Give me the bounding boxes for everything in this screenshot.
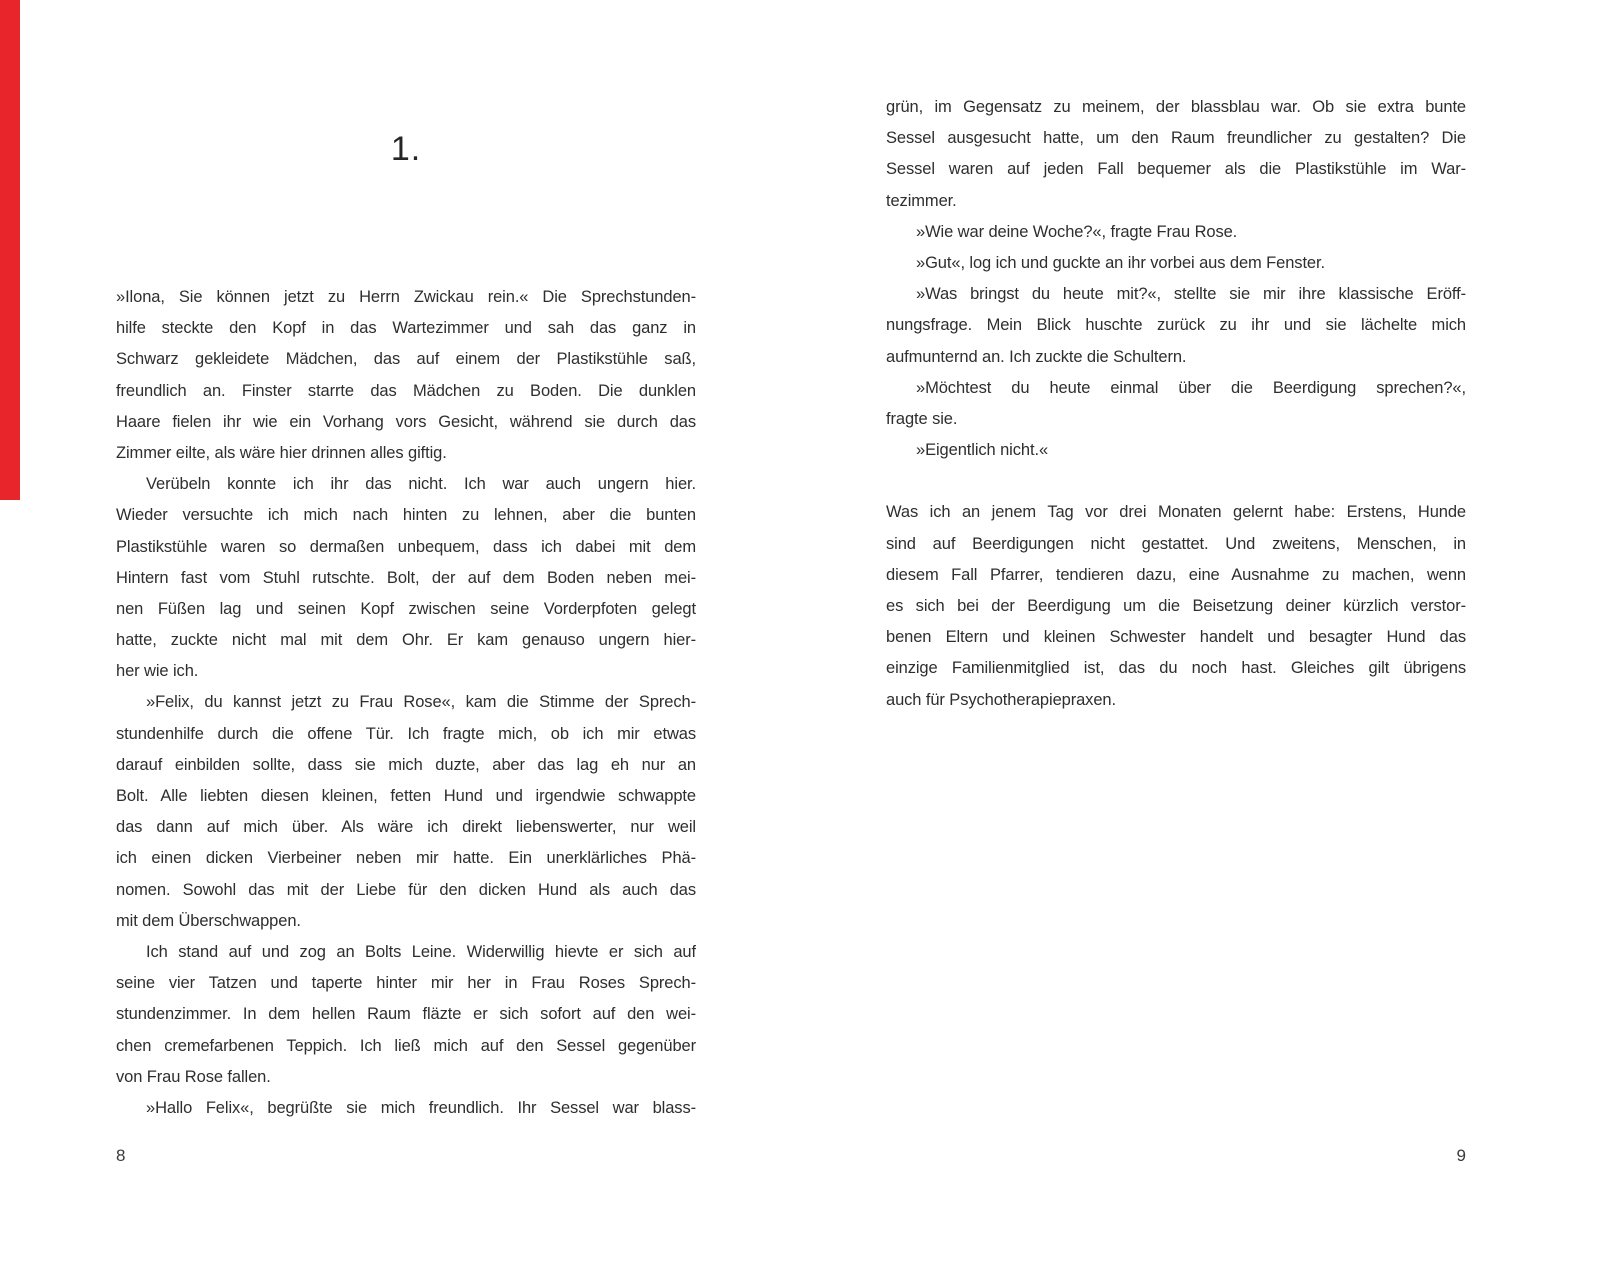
text-line: freundlich an. Finster starrte das Mädchen zu Boden. Die dunklen <box>116 381 696 400</box>
text-line: von Frau Rose fallen. <box>116 1067 271 1086</box>
left-page-text-column <box>116 282 696 1124</box>
text-line: nomen. Sowohl das mit der Liebe für den dicken Hund als auch das <box>116 880 696 899</box>
text-line: darauf einbilden sollte, dass sie mich duzte, aber das lag eh nur an <box>116 755 696 774</box>
text-line: nungsfrage. Mein Blick huschte zurück zu ihr und sie lächelte mich <box>886 316 1466 335</box>
text-line: Bolt. Alle liebten diesen kleinen, fetten Hund und irgendwie schwappte <box>116 787 696 805</box>
text-line: benen Eltern und kleinen Schwester handelt und besagter Hund das <box>886 628 1466 647</box>
page-number-right: 9 <box>1456 1146 1466 1165</box>
text-line: Zimmer eilte, als wäre hier drinnen alles giftig. <box>116 443 447 462</box>
text-line: Haare fielen ihr wie ein Vorhang vors Gesicht, während sie durch das <box>116 412 696 431</box>
text-line: Was ich an jenem Tag vor drei Monaten gelernt habe: Erstens, Hunde <box>886 503 1466 522</box>
text-line: chen cremefarbenen Teppich. Ich ließ mich auf den Sessel gegenüber <box>116 1036 696 1055</box>
text-line: hilfe steckte den Kopf in das Wartezimmer und sah das ganz in <box>116 319 696 338</box>
text-line: Sessel waren auf jeden Fall bequemer als die Plastikstühle im War- <box>886 160 1466 179</box>
text-line: fragte sie. <box>886 409 958 428</box>
text-line: »Felix, du kannst jetzt zu Frau Rose«, kam die Stimme der Sprech- <box>146 693 696 712</box>
text-line: »Gut«, log ich und guckte an ihr vorbei aus dem Fenster. <box>916 253 1325 272</box>
text-line: »Was bringst du heute mit?«, stellte sie mir ihre klassische Eröff- <box>916 285 1466 304</box>
text-line: einzige Familienmitglied ist, das du noch hast. Gleiches gilt übrigens <box>886 659 1466 678</box>
page-number-left: 8 <box>116 1146 126 1165</box>
text-line: das dann auf mich über. Als wäre ich direkt liebenswerter, nur weil <box>116 818 696 837</box>
text-line: »Ilona, Sie können jetzt zu Herrn Zwickau rein.« Die Sprechstunden- <box>116 288 696 306</box>
text-line: ich einen dicken Vierbeiner neben mir hatte. Ein unerklärliches Phä- <box>116 849 696 868</box>
text-line: grün, im Gegensatz zu meinem, der blassblau war. Ob sie extra bunte <box>886 98 1466 116</box>
red-edge-marker <box>0 0 20 500</box>
text-line: stundenzimmer. In dem hellen Raum fläzte er sich sofort auf den wei- <box>116 1005 696 1024</box>
text-line: seine vier Tatzen und taperte hinter mir her in Frau Roses Sprech- <box>116 974 696 993</box>
text-line: aufmunternd an. Ich zuckte die Schultern. <box>886 347 1187 366</box>
chapter-heading: 1. <box>390 130 422 168</box>
text-line: Ich stand auf und zog an Bolts Leine. Widerwillig hievte er sich auf <box>146 942 696 961</box>
text-line: es sich bei der Beerdigung um die Beisetzung deiner kürzlich verstor- <box>886 597 1466 615</box>
text-line: »Möchtest du heute einmal über die Beerdigung sprechen?«, <box>916 378 1466 397</box>
text-line: »Eigentlich nicht.« <box>916 441 1049 460</box>
text-line: nen Füßen lag und seinen Kopf zwischen seine Vorderpfoten gelegt <box>116 599 696 618</box>
text-line: »Wie war deine Woche?«, fragte Frau Rose. <box>916 222 1238 241</box>
text-line: diesem Fall Pfarrer, tendieren dazu, eine Ausnahme zu machen, wenn <box>886 565 1466 584</box>
text-line: Wieder versuchte ich mich nach hinten zu lehnen, aber die bunten <box>116 506 696 525</box>
text-line: mit dem Überschwappen. <box>116 911 301 930</box>
right-page-text-column <box>886 92 1466 716</box>
text-line: auch für Psychotherapiepraxen. <box>886 690 1116 709</box>
text-line: Schwarz gekleidete Mädchen, das auf einem der Plastikstühle saß, <box>116 350 696 369</box>
text-line: stundenhilfe durch die offene Tür. Ich fragte mich, ob ich mir etwas <box>116 724 696 743</box>
text-line: hatte, zuckte nicht mal mit dem Ohr. Er kam genauso ungern hier- <box>116 631 696 650</box>
text-line: »Hallo Felix«, begrüßte sie mich freundlich. Ihr Sessel war blass- <box>146 1098 696 1117</box>
text-line: tezimmer. <box>886 191 957 210</box>
text-line: Verübeln konnte ich ihr das nicht. Ich war auch ungern hier. <box>146 475 696 494</box>
text-line: her wie ich. <box>116 662 199 681</box>
text-line: sind auf Beerdigungen nicht gestattet. Und zweitens, Menschen, in <box>886 534 1466 553</box>
text-line: Sessel ausgesucht hatte, um den Raum freundlicher zu gestalten? Die <box>886 129 1466 148</box>
text-line: Hintern fast vom Stuhl rutschte. Bolt, der auf dem Boden neben mei- <box>116 568 696 587</box>
text-line: Plastikstühle waren so dermaßen unbequem, dass ich dabei mit dem <box>116 537 696 556</box>
